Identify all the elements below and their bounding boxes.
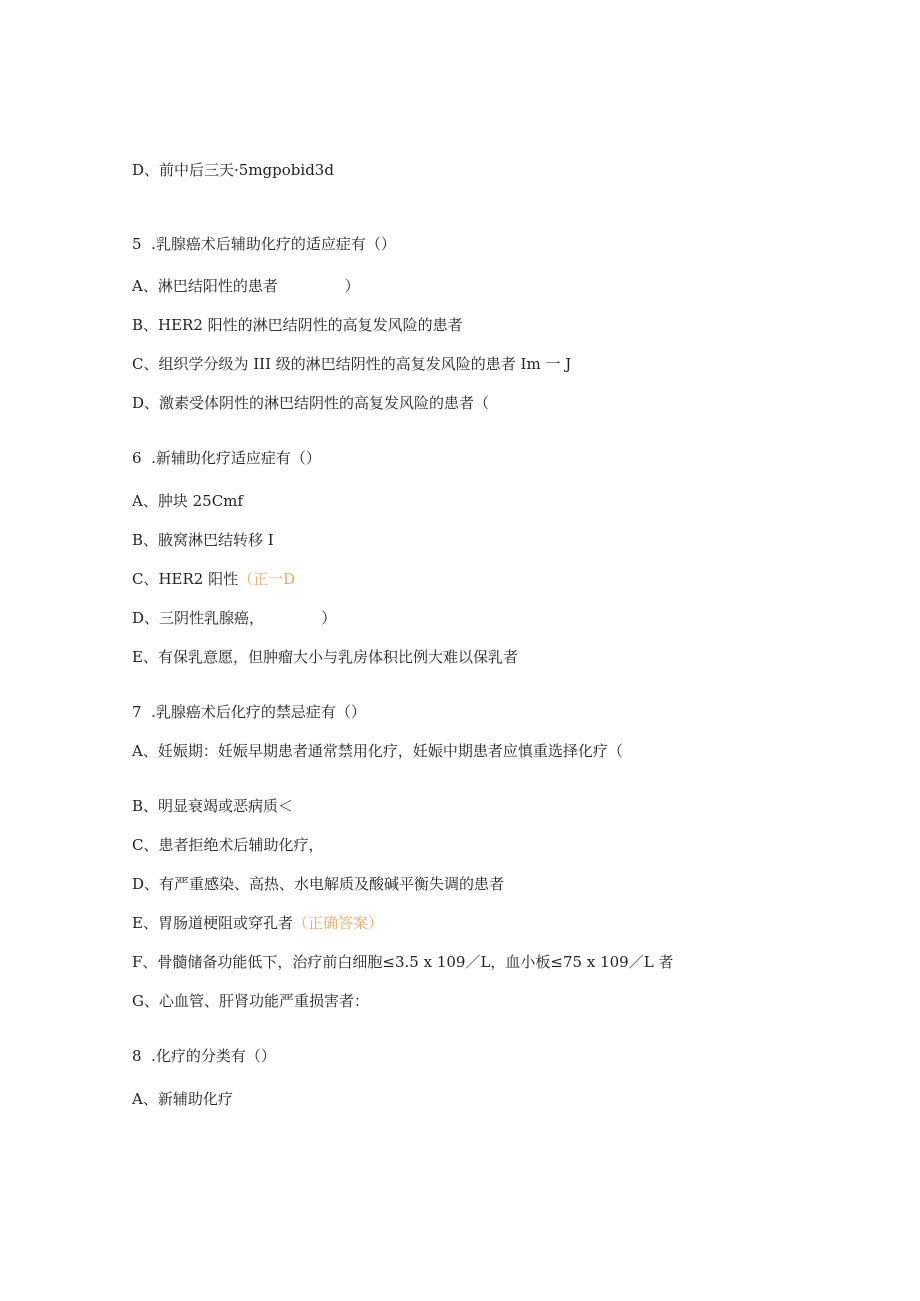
- option-7f: F、骨髓储备功能低下，治疗前白细胞≤3.5 x 109／L，血小板≤75 x 109／L 者: [132, 953, 674, 971]
- option-5b: B、HER2 阳性的淋巴结阴性的高复发风险的患者: [132, 316, 463, 334]
- option-7b: B、明显衰竭或恶病质＜: [132, 797, 294, 815]
- question-6-title: 6 .新辅助化疗适应症有（）: [132, 449, 321, 467]
- option-6e: E、有保乳意愿，但肿瘤大小与乳房体积比例大难以保乳者: [132, 648, 518, 666]
- option-6a: A、肿块 25Cmf: [132, 492, 243, 510]
- question-7-title: 7 .乳腺癌术后化疗的禁忌症有（）: [132, 703, 366, 721]
- option-7e: E、胃肠道梗阻或穿孔者（正确答案）: [132, 914, 383, 932]
- answer-note: （正确答案）: [292, 914, 383, 932]
- option-7d: D、有严重感染、高热、水电解质及酸碱平衡失调的患者: [132, 875, 505, 893]
- option-7a: A、妊娠期：妊娠早期患者通常禁用化疗，妊娠中期患者应慎重选择化疗（: [132, 742, 623, 760]
- option-8a: A、新辅助化疗: [132, 1090, 233, 1108]
- option-5c: C、组织学分级为 III 级的淋巴结阴性的高复发风险的患者 Im 一 J: [132, 355, 572, 373]
- option-5a: A、淋巴结阳性的患者 ）: [132, 277, 360, 295]
- option-5d: D、激素受体阴性的淋巴结阴性的高复发风险的患者（: [132, 394, 490, 412]
- answer-note: （正一D: [238, 570, 296, 588]
- option-6c: C、HER2 阳性（正一D: [132, 570, 296, 588]
- question-8-title: 8 .化疗的分类有（）: [132, 1047, 276, 1065]
- question-5-title: 5 .乳腺癌术后辅助化疗的适应症有（）: [132, 235, 396, 253]
- option-4d: D、前中后三天·5mgpobid3d: [132, 161, 334, 179]
- option-6b: B、腋窝淋巴结转移 I: [132, 531, 274, 549]
- option-7c: C、患者拒绝术后辅助化疗，: [132, 836, 324, 854]
- option-6d: D、三阴性乳腺癌， ）: [132, 609, 337, 627]
- option-7g: G、心血管、肝肾功能严重损害者：: [132, 992, 369, 1010]
